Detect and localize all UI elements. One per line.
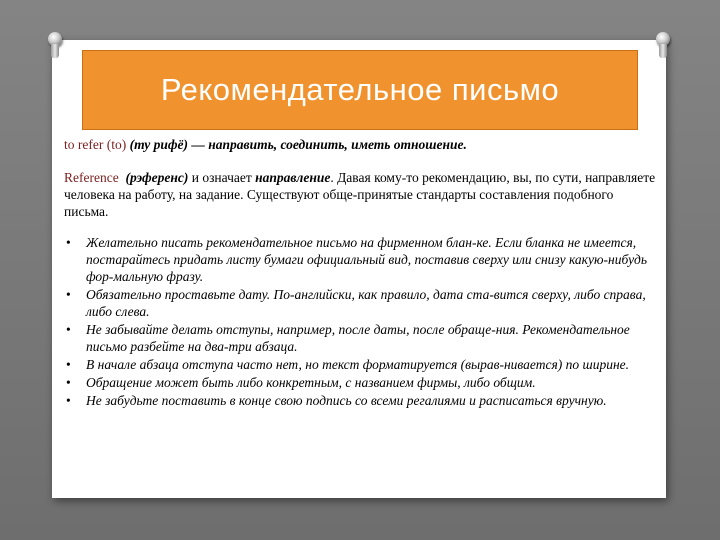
list-item-text: Не забывайте делать отступы, например, после даты, после обраще-ния. Рекомендательное письмо разбейте на два-три абзаца. [86, 322, 630, 354]
bullet-glyph: • [66, 357, 71, 372]
list-item [64, 234, 660, 285]
list-item [64, 321, 660, 355]
bullet-glyph: • [66, 235, 71, 250]
reference-text-after: . Давая кому-то рекомендацию, вы, по сути, направляете человека на работу, на задание. Существуют обще-принятые стандарты составления подобного письма. [64, 170, 656, 219]
reference-text-before: и означает [188, 170, 256, 185]
reference-emphasis: направление [255, 170, 331, 185]
list-item-text: Желательно писать рекомендательное письмо на фирменном блан-ке. Если бланка не имеется, постарайтесь придать листу бумаги официальный вид, поставив сверху или снизу какую-нибудь фор-мальную фразу. [86, 235, 647, 284]
pushpin-icon [656, 32, 670, 46]
slide-card [52, 40, 666, 498]
list-item-text: Обязательно проставьте дату. По-английски, как правило, дата ста-вится сверху, либо справа, либо слева. [86, 287, 646, 319]
bullet-glyph: • [66, 322, 71, 337]
tips-list [64, 234, 660, 409]
slide-title: Рекомендательное письмо [160, 72, 560, 107]
reference-term: Reference [64, 170, 119, 185]
list-item [64, 286, 660, 320]
definition-term: to refer (to) [64, 137, 127, 152]
list-item [64, 356, 660, 373]
list-item [64, 392, 660, 409]
definition-line [64, 136, 660, 153]
bullet-glyph: • [66, 375, 71, 390]
bullet-glyph: • [66, 287, 71, 302]
list-item [64, 374, 660, 391]
pushpin-icon [48, 32, 62, 46]
title-banner [82, 50, 638, 130]
bullet-glyph: • [66, 393, 71, 408]
definition-transcription: (ту рифё) — направить, соединить, иметь отношение. [129, 137, 467, 152]
slide-content [64, 136, 660, 410]
list-item-text: Обращение может быть либо конкретным, с названием фирмы, либо общим. [86, 375, 536, 390]
list-item-text: В начале абзаца отступа часто нет, но текст форматируется (вырав-нивается) по ширине. [86, 357, 630, 372]
reference-transcription: (рэференс) [125, 170, 189, 185]
list-item-text: Не забудьте поставить в конце свою подпись со всеми регалиями и расписаться вручную. [86, 393, 607, 408]
reference-paragraph [64, 169, 660, 220]
